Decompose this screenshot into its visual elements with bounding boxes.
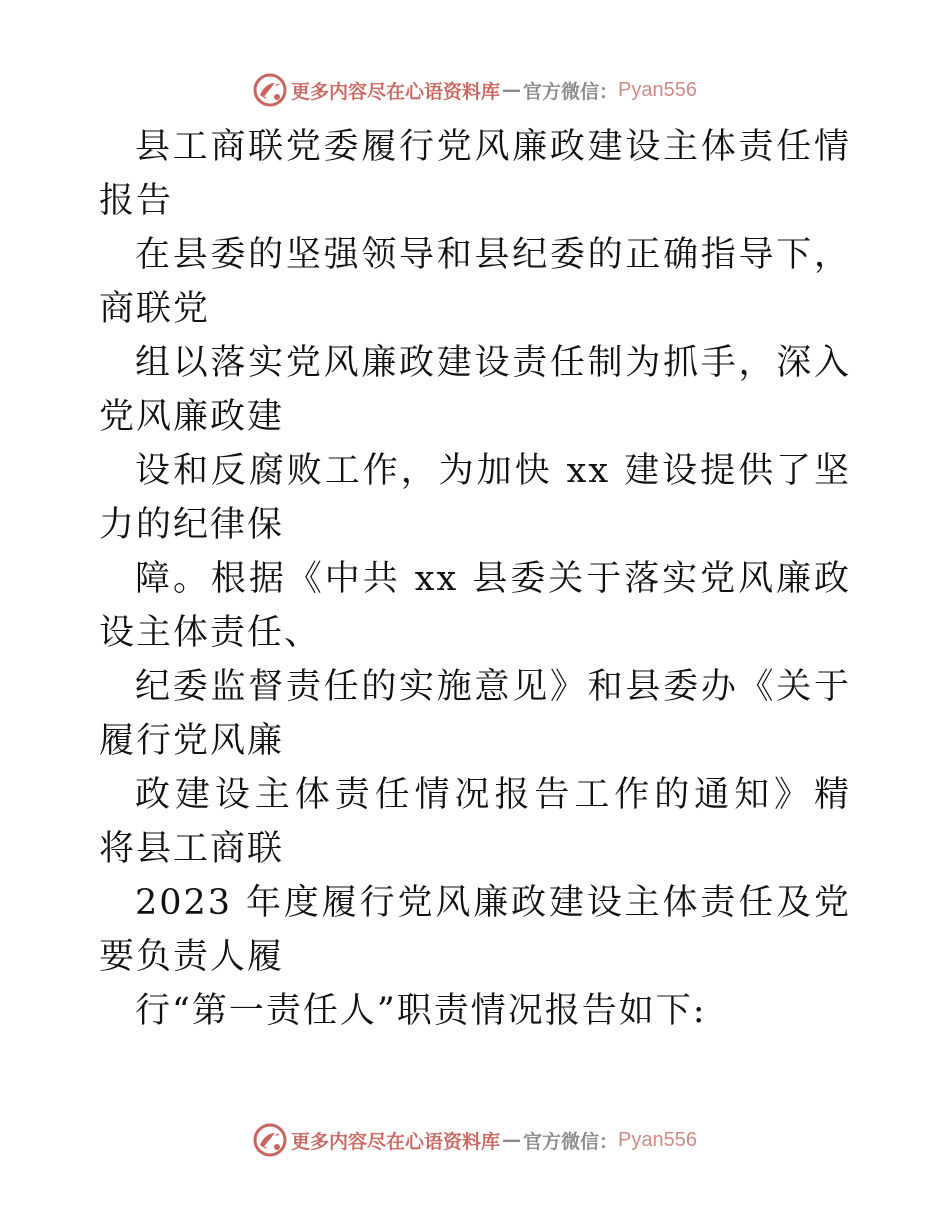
banner-dash: — <box>502 79 522 101</box>
paragraph-line: 行“第一责任人”职责情况报告如下: <box>135 991 707 1031</box>
paragraph-line: 县工商联党委履行党风廉政建设主体责任情 <box>135 127 851 167</box>
paragraph-line-continuation: 商联党 <box>99 289 211 329</box>
paragraph-line-continuation: 报告 <box>99 181 174 221</box>
paragraph-line-continuation: 履行党风廉 <box>99 721 285 761</box>
document-body <box>99 120 851 1038</box>
banner-official-label: 官方微信： <box>523 80 619 103</box>
paragraph-line: 障。根据《中共 xx 县委关于落实党风廉政 <box>135 559 851 599</box>
paragraph-line: 在县委的坚强领导和县纪委的正确指导下， <box>135 235 851 275</box>
banner-main-text: 更多内容尽在心语资料库 <box>291 80 501 103</box>
brush-swirl-logo-icon <box>253 1123 287 1157</box>
paragraph-line: 政建设主体责任情况报告工作的通知》精 <box>135 775 851 815</box>
paragraph-line: 设和反腐败工作，为加快 xx 建设提供了坚 <box>135 451 851 491</box>
brush-swirl-logo-icon <box>253 73 287 107</box>
banner-wechat-id: Pyan556 <box>618 78 697 101</box>
footer-watermark-banner <box>0 1118 950 1162</box>
banner-dash: — <box>502 1129 522 1151</box>
paragraph-line-continuation: 要负责人履 <box>99 937 285 977</box>
banner-official-label: 官方微信： <box>523 1130 619 1153</box>
paragraph-line: 2023 年度履行党风廉政建设主体责任及党 <box>135 883 851 923</box>
paragraph-line: 组以落实党风廉政建设责任制为抓手，深入 <box>135 343 851 383</box>
banner-main-text: 更多内容尽在心语资料库 <box>291 1130 501 1153</box>
paragraph-line-continuation: 党风廉政建 <box>99 397 285 437</box>
paragraph-line-continuation: 力的纪律保 <box>99 505 285 545</box>
paragraph-line-continuation: 设主体责任、 <box>99 613 322 653</box>
banner-wechat-id: Pyan556 <box>618 1128 697 1151</box>
paragraph-line-continuation: 将县工商联 <box>99 829 285 869</box>
paragraph-line: 纪委监督责任的实施意见》和县委办《关于 <box>135 667 851 707</box>
header-watermark-banner <box>0 68 950 112</box>
